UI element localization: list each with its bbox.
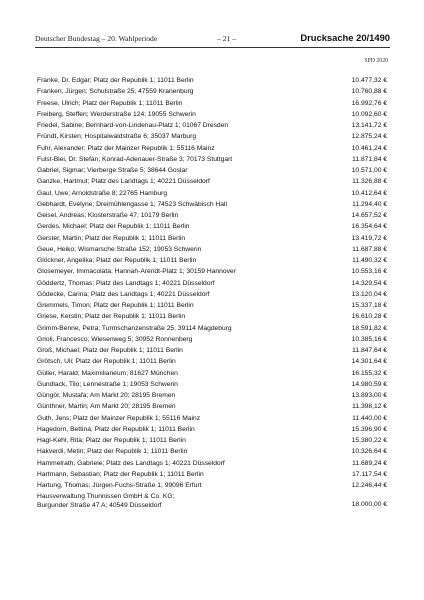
donor-text: Gerster, Martin; Platz der Republik 1; 11011 Berlin (37, 234, 186, 242)
donor-text: Güngör, Mustafa; Am Markt 20; 28195 Bremen (37, 392, 176, 399)
list-item (37, 255, 387, 266)
donation-amount: 13.893,00 € (351, 392, 387, 399)
list-item (37, 390, 387, 401)
list-item (37, 165, 387, 176)
list-item-last (37, 491, 387, 510)
list-item (37, 368, 387, 379)
donor-text: Gabriel, Sigmar; Vierberge Straße 5; 38644 Goslar (37, 167, 188, 174)
donation-amount: 11.294,40 € (352, 200, 387, 208)
page-number: – 21 – (217, 34, 236, 43)
source-label: SPD 2020 (364, 58, 388, 64)
donor-text: Griese, Kerstin; Platz der Republik 1; 11011 Berlin (37, 313, 186, 321)
donation-amount: 11.440,00 € (352, 414, 387, 422)
donation-amount: 15.380,22 € (351, 437, 387, 444)
donation-amount: 11.871,84 € (352, 155, 387, 163)
donation-list (37, 75, 387, 510)
donation-amount: 10.477,32 € (351, 77, 387, 84)
donation-amount: 11.689,24 € (352, 459, 387, 467)
donor-text: Glosemeyer, Immacolata; Hannah-Arendt-Platz 1; 30159 Hannover (37, 268, 236, 276)
donor-text: Geue, Heiko; Wismarsche Straße 152; 19053 Schwerin (37, 245, 202, 253)
donor-line-1: Hausverwaltung Thunnissen GmbH & Co. KG; (37, 493, 175, 501)
list-item (37, 323, 387, 334)
donor-text: Gremmels, Timon; Platz der Republik 1; 11011 Berlin (37, 302, 194, 309)
donor-text: Friedel, Sabine; Bernhard-von-Lindenau-Platz 1; 01067 Dresden (37, 122, 229, 129)
donation-amount: 11.490,32 € (352, 257, 387, 264)
list-item (37, 199, 387, 210)
list-item (37, 334, 387, 345)
document-number (300, 32, 390, 43)
donation-amount: 15.396,90 € (351, 425, 387, 433)
donor-text: Grioli, Francesco; Wiesenweg 5; 30952 Ronnenberg (37, 335, 193, 343)
list-item (37, 379, 387, 390)
document-label: Drucksache (300, 32, 354, 43)
donation-amount: 10.760,88 € (351, 88, 387, 96)
donation-amount: 14.301,64 € (351, 358, 387, 366)
donation-amount: 11.847,64 € (352, 347, 387, 354)
list-item (37, 278, 387, 289)
list-item (37, 86, 387, 97)
list-item (37, 401, 387, 412)
parliament-label: Deutscher Bundestag – 20. Wahlperiode (35, 34, 158, 43)
donation-amount: 13.419,72 € (351, 234, 387, 242)
donor-text: Gerdes, Michael; Platz der Republik 1; 11011 Berlin (37, 223, 190, 231)
list-item (37, 221, 387, 232)
list-item (37, 345, 387, 356)
donor-text: Hammelrath, Gabriele; Platz des Landtags 1; 40221 Düsseldorf (37, 459, 225, 467)
donor-text: Hartung, Thomas; Jürgen-Fuchs-Straße 1; 99096 Erfurt (37, 482, 202, 489)
donor-text: Göddertz, Thomas; Platz des Landtags 1; 40221 Düsseldorf (37, 279, 215, 287)
donation-amount: 10.553,16 € (351, 268, 387, 276)
donor-text: Guth, Jens; Platz der Mainzer Republik 1; 55116 Mainz (37, 414, 201, 422)
list-item (37, 469, 387, 480)
donation-amount: 10.326,64 € (351, 448, 387, 456)
donor-text: Franke, Dr. Edgar; Platz der Republik 1; 11011 Berlin (37, 77, 194, 84)
donor-text: Gundlack, Tilo; Lennéstraße 1; 19053 Schwerin (37, 380, 178, 388)
donation-amount: 14.980,59 € (351, 380, 387, 388)
document-id: 20/1490 (356, 32, 390, 43)
donation-amount: 17.117,54 € (352, 470, 387, 478)
donor-text (37, 493, 174, 510)
donor-text: Hagl-Kehl, Rita; Platz der Republik 1; 11011 Berlin (37, 437, 186, 444)
donation-amount: 11.398,12 € (352, 403, 387, 411)
donor-text: Hakverdi, Metin; Platz der Republik 1; 11011 Berlin (37, 448, 188, 456)
donation-amount: 12.875,24 € (351, 133, 387, 141)
list-item (37, 458, 387, 469)
list-item (37, 120, 387, 131)
list-item (37, 75, 387, 86)
donor-text: Fulst-Blei, Dr. Stefan; Konrad-Adenauer-Straße 3; 70173 Stuttgart (37, 155, 233, 163)
list-item (37, 210, 387, 221)
donor-text: Günthner, Martin; Am Markt 20; 28195 Bremen (37, 403, 176, 411)
list-item (37, 356, 387, 367)
donation-amount: 18.000,00 € (351, 501, 387, 509)
list-item (37, 98, 387, 109)
list-item (37, 131, 387, 142)
donation-amount: 16.155,32 € (351, 369, 387, 377)
donation-amount: 10.092,60 € (351, 110, 387, 118)
donation-amount: 10.385,16 € (351, 335, 387, 343)
donor-text: Geisel, Andreas; Klosterstraße 47; 10179 Berlin (37, 212, 179, 219)
donor-line-2: Burgunder Straße 47 A; 40549 Düsseldorf (37, 501, 162, 509)
donor-text: Freese, Ulrich; Platz der Republik 1; 11011 Berlin (37, 99, 183, 107)
donation-amount: 16.354,64 € (351, 223, 387, 231)
donation-amount: 13.141,72 € (351, 122, 387, 129)
donor-text: Gödecke, Carina; Platz des Landtags 1; 40221 Düsseldorf (37, 290, 210, 298)
list-item (37, 413, 387, 424)
donor-text: Ganzke, Hartmut; Platz des Landtags 1; 40221 Düsseldorf (37, 178, 210, 186)
donation-amount: 11.326,88 € (352, 178, 387, 186)
donor-text: Fründt, Kirsten; Hospitalwaldstraße 6; 35037 Marburg (37, 133, 197, 141)
list-item (37, 300, 387, 311)
donation-amount: 18.591,82 € (351, 324, 387, 332)
donor-text: Fuhr, Alexander; Platz der Mainzer Republik 1; 55116 Mainz (37, 144, 215, 152)
list-item (37, 424, 387, 435)
donor-text: Glöckner, Angelika; Platz der Republik 1; 11011 Berlin (37, 257, 197, 264)
donation-amount: 14.329,54 € (351, 279, 387, 287)
list-item (37, 233, 387, 244)
donation-amount: 11.687,88 € (352, 245, 387, 253)
list-item (37, 289, 387, 300)
list-item (37, 109, 387, 120)
donor-text: Güller, Harald; Maximilianeum; 81627 München (37, 369, 178, 377)
donor-text: Freiberg, Steffen; Werderstraße 124; 19055 Schwerin (37, 110, 196, 118)
donation-amount: 12.246,44 € (351, 482, 387, 489)
donor-text: Grötsch, Uli; Platz der Republik 1; 11011 Berlin (37, 358, 176, 366)
donor-text: Hagedorn, Bettina; Platz der Republik 1; 11011 Berlin (37, 425, 195, 433)
donation-amount: 10.412,64 € (351, 189, 387, 197)
donor-text: Hartmann, Sebastian; Platz der Republik 1; 11011 Berlin (37, 470, 204, 478)
list-item (37, 446, 387, 457)
list-item (37, 266, 387, 277)
header-rule (35, 47, 390, 48)
donation-amount: 10.571,00 € (351, 167, 387, 174)
list-item (37, 188, 387, 199)
donor-text: Franken, Jürgen; Schulstraße 25; 47559 Kranenburg (37, 88, 194, 96)
list-item (37, 480, 387, 491)
list-item (37, 244, 387, 255)
donor-text: Groß, Michael; Platz der Republik 1; 11011 Berlin (37, 347, 183, 354)
list-item (37, 143, 387, 154)
donation-amount: 14.657,52 € (351, 212, 387, 219)
list-item (37, 311, 387, 322)
donation-amount: 15.337,18 € (351, 302, 387, 309)
list-item (37, 154, 387, 165)
list-item (37, 176, 387, 187)
donor-text: Grimm-Benne, Petra; Turmschanzenstraße 25; 39114 Magdeburg (37, 324, 232, 332)
page-header (35, 33, 390, 45)
donation-amount: 13.120,04 € (351, 290, 387, 298)
donation-amount: 16.992,76 € (351, 99, 387, 107)
list-item (37, 435, 387, 446)
donor-text: Gaul, Uwe; Arnoldstraße 8; 22765 Hamburg (37, 189, 168, 197)
donation-amount: 10.461,24 € (351, 144, 387, 152)
donor-text: Gebhardt, Evelyne; Dreimühlengasse 1; 74523 Schwäbisch Hall (37, 200, 227, 208)
donation-amount: 16.610,28 € (351, 313, 387, 321)
